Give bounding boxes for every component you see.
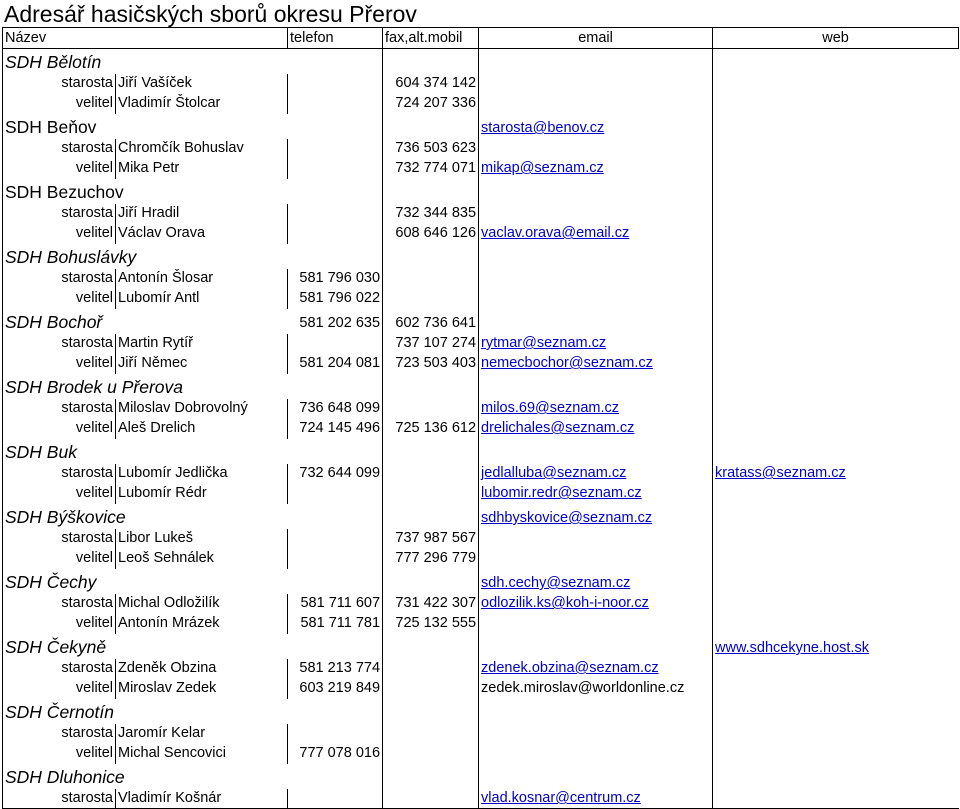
- member-phone: 581 204 081: [288, 354, 383, 374]
- member-email-link[interactable]: vlad.kosnar@centrum.cz: [481, 790, 641, 806]
- member-role: starosta: [55, 464, 116, 484]
- member-row: [3, 614, 959, 634]
- member-web: [713, 419, 959, 439]
- fire-brigade-directory-table: [2, 27, 959, 809]
- organization-phone: [288, 764, 383, 789]
- member-phone: 736 648 099: [288, 399, 383, 419]
- member-person: Jiří Němec: [116, 354, 288, 374]
- member-role: velitel: [55, 159, 116, 179]
- member-email: [479, 204, 713, 224]
- member-row: [3, 484, 959, 504]
- member-email: [479, 74, 713, 94]
- organization-phone: [288, 374, 383, 399]
- organization-row: [3, 374, 959, 399]
- member-row: [3, 594, 959, 614]
- member-person: Antonín Mrázek: [116, 614, 288, 634]
- organization-fax: [383, 764, 479, 789]
- organization-email: [479, 309, 713, 334]
- organization-fax: [383, 49, 479, 74]
- member-fax: [383, 399, 479, 419]
- organization-fax: [383, 634, 479, 659]
- member-phone: [288, 224, 383, 244]
- member-role: velitel: [55, 289, 116, 309]
- organization-row: [3, 439, 959, 464]
- member-role: velitel: [55, 614, 116, 634]
- organization-web: [713, 309, 959, 334]
- member-person: Martin Rytíř: [116, 334, 288, 354]
- member-email-link[interactable]: milos.69@seznam.cz: [481, 400, 620, 416]
- member-row: [3, 159, 959, 179]
- member-fax: 736 503 623: [383, 139, 479, 159]
- member-indent: [3, 659, 55, 679]
- member-phone: 581 796 030: [288, 269, 383, 289]
- member-fax: 777 296 779: [383, 549, 479, 569]
- member-role: starosta: [55, 139, 116, 159]
- member-web: [713, 139, 959, 159]
- member-fax: 724 207 336: [383, 94, 479, 114]
- organization-email-link[interactable]: starosta@benov.cz: [481, 120, 605, 136]
- organization-phone: [288, 114, 383, 139]
- member-role: starosta: [55, 74, 116, 94]
- member-email-link[interactable]: drelichales@seznam.cz: [481, 420, 635, 436]
- member-phone: [288, 789, 383, 809]
- member-phone: 777 078 016: [288, 744, 383, 764]
- organization-web: [713, 179, 959, 204]
- member-email-link[interactable]: rytmar@seznam.cz: [481, 335, 607, 351]
- member-person: Jaromír Kelar: [116, 724, 288, 744]
- organization-phone: [288, 634, 383, 659]
- member-indent: [3, 204, 55, 224]
- member-role: starosta: [55, 594, 116, 614]
- member-phone: 732 644 099: [288, 464, 383, 484]
- member-phone: 581 711 781: [288, 614, 383, 634]
- member-person: Lubomír Antl: [116, 289, 288, 309]
- member-row: [3, 789, 959, 809]
- organization-phone: [288, 569, 383, 594]
- member-email: [479, 529, 713, 549]
- member-indent: [3, 529, 55, 549]
- member-indent: [3, 159, 55, 179]
- organization-web: [713, 49, 959, 74]
- member-row: [3, 659, 959, 679]
- member-email: [479, 614, 713, 634]
- member-indent: [3, 789, 55, 809]
- organization-email-link[interactable]: sdh.cechy@seznam.cz: [481, 575, 631, 591]
- member-person: Jiří Hradil: [116, 204, 288, 224]
- organization-fax: [383, 114, 479, 139]
- member-phone: [288, 74, 383, 94]
- header-web: web: [713, 28, 959, 49]
- member-web: [713, 594, 959, 614]
- member-role: velitel: [55, 224, 116, 244]
- organization-fax: 602 736 641: [383, 309, 479, 334]
- member-row: [3, 744, 959, 764]
- organization-web: [713, 244, 959, 269]
- organization-row: [3, 179, 959, 204]
- member-fax: 732 774 071: [383, 159, 479, 179]
- member-web: [713, 789, 959, 809]
- member-indent: [3, 419, 55, 439]
- member-person: Lubomír Rédr: [116, 484, 288, 504]
- member-person: Miloslav Dobrovolný: [116, 399, 288, 419]
- member-web: [713, 549, 959, 569]
- member-fax: 737 107 274: [383, 334, 479, 354]
- member-email: [479, 789, 713, 809]
- member-phone: [288, 484, 383, 504]
- member-fax: 732 344 835: [383, 204, 479, 224]
- organization-row: [3, 634, 959, 659]
- member-indent: [3, 289, 55, 309]
- member-web: [713, 204, 959, 224]
- member-phone: [288, 334, 383, 354]
- member-phone: [288, 529, 383, 549]
- member-phone: [288, 94, 383, 114]
- organization-name: SDH Buk: [3, 439, 288, 464]
- member-indent: [3, 139, 55, 159]
- member-email: [479, 464, 713, 484]
- organization-row: [3, 309, 959, 334]
- member-email: [479, 659, 713, 679]
- member-web: [713, 159, 959, 179]
- member-row: [3, 204, 959, 224]
- member-phone: [288, 204, 383, 224]
- organization-web: [713, 114, 959, 139]
- member-web: [713, 74, 959, 94]
- organization-name: SDH Černotín: [3, 699, 288, 724]
- member-email-link[interactable]: vaclav.orava@email.cz: [481, 225, 630, 241]
- organization-email: [479, 179, 713, 204]
- member-person: Vladimír Štolcar: [116, 94, 288, 114]
- organization-row: [3, 764, 959, 789]
- member-person: Mika Petr: [116, 159, 288, 179]
- member-person: Miroslav Zedek: [116, 679, 288, 699]
- member-person: Václav Orava: [116, 224, 288, 244]
- organization-row: [3, 244, 959, 269]
- member-phone: 581 796 022: [288, 289, 383, 309]
- organization-email: [479, 49, 713, 74]
- organization-web: [713, 504, 959, 529]
- member-row: [3, 549, 959, 569]
- organization-fax: [383, 374, 479, 399]
- member-role: velitel: [55, 419, 116, 439]
- organization-web-link[interactable]: www.sdhcekyne.host.sk: [715, 640, 869, 656]
- member-web: [713, 484, 959, 504]
- member-email-link[interactable]: odlozilik.ks@koh-i-noor.cz: [481, 595, 649, 611]
- member-indent: [3, 724, 55, 744]
- member-role: starosta: [55, 204, 116, 224]
- organization-web: [713, 699, 959, 724]
- member-phone: 603 219 849: [288, 679, 383, 699]
- member-person: Leoš Sehnálek: [116, 549, 288, 569]
- member-web: [713, 659, 959, 679]
- member-role: starosta: [55, 789, 116, 809]
- member-row: [3, 419, 959, 439]
- member-web-link[interactable]: kratass@seznam.cz: [715, 465, 846, 481]
- member-person: Michal Sencovici: [116, 744, 288, 764]
- member-email-link[interactable]: jedlalluba@seznam.cz: [481, 465, 627, 481]
- member-web: [713, 289, 959, 309]
- organization-fax: [383, 179, 479, 204]
- member-role: velitel: [55, 549, 116, 569]
- member-web: [713, 614, 959, 634]
- organization-web: [713, 634, 959, 659]
- member-row: [3, 334, 959, 354]
- member-web: [713, 224, 959, 244]
- organization-email: [479, 114, 713, 139]
- member-email: [479, 549, 713, 569]
- organization-email: [479, 764, 713, 789]
- member-fax: [383, 789, 479, 809]
- member-email: [479, 419, 713, 439]
- member-row: [3, 399, 959, 419]
- member-role: starosta: [55, 529, 116, 549]
- organization-fax: [383, 699, 479, 724]
- member-email: [479, 484, 713, 504]
- member-fax: [383, 659, 479, 679]
- member-person: Lubomír Jedlička: [116, 464, 288, 484]
- member-email: [479, 724, 713, 744]
- member-web: [713, 744, 959, 764]
- member-role: velitel: [55, 484, 116, 504]
- organization-fax: [383, 244, 479, 269]
- header-phone: telefon: [288, 28, 383, 49]
- organization-email: [479, 374, 713, 399]
- member-indent: [3, 269, 55, 289]
- organization-name: SDH Čechy: [3, 569, 288, 594]
- member-email-link[interactable]: lubomir.redr@seznam.cz: [481, 485, 642, 501]
- member-person: Libor Lukeš: [116, 529, 288, 549]
- member-email: [479, 94, 713, 114]
- organization-email-link[interactable]: sdhbyskovice@seznam.cz: [481, 510, 653, 526]
- member-web: [713, 269, 959, 289]
- member-row: [3, 224, 959, 244]
- organization-email: [479, 634, 713, 659]
- organization-email: [479, 504, 713, 529]
- member-fax: 723 503 403: [383, 354, 479, 374]
- member-phone: 581 711 607: [288, 594, 383, 614]
- organization-fax: [383, 504, 479, 529]
- member-web: [713, 334, 959, 354]
- member-role: starosta: [55, 724, 116, 744]
- organization-email: [479, 699, 713, 724]
- organization-phone: [288, 504, 383, 529]
- organization-phone: [288, 244, 383, 269]
- member-person: Vladimír Košnár: [116, 789, 288, 809]
- member-row: [3, 269, 959, 289]
- organization-name: SDH Bezuchov: [3, 179, 288, 204]
- organization-email: [479, 244, 713, 269]
- member-fax: 604 374 142: [383, 74, 479, 94]
- member-fax: 731 422 307: [383, 594, 479, 614]
- header-row: [3, 28, 959, 49]
- member-email-link[interactable]: nemecbochor@seznam.cz: [481, 355, 653, 371]
- organization-web: [713, 569, 959, 594]
- member-web: [713, 94, 959, 114]
- member-email: [479, 744, 713, 764]
- member-indent: [3, 744, 55, 764]
- organization-web: [713, 439, 959, 464]
- member-indent: [3, 94, 55, 114]
- member-row: [3, 139, 959, 159]
- organization-name: SDH Dluhonice: [3, 764, 288, 789]
- member-role: velitel: [55, 679, 116, 699]
- organization-email: [479, 569, 713, 594]
- member-role: starosta: [55, 334, 116, 354]
- organization-name: SDH Beňov: [3, 114, 288, 139]
- member-indent: [3, 334, 55, 354]
- member-indent: [3, 354, 55, 374]
- member-email: [479, 139, 713, 159]
- member-person: Michal Odložilík: [116, 594, 288, 614]
- organization-name: SDH Čekyně: [3, 634, 288, 659]
- member-email: [479, 594, 713, 614]
- member-phone: [288, 549, 383, 569]
- member-role: velitel: [55, 94, 116, 114]
- member-web: [713, 399, 959, 419]
- member-person: Aleš Drelich: [116, 419, 288, 439]
- member-role: velitel: [55, 354, 116, 374]
- organization-fax: [383, 569, 479, 594]
- header-email: email: [479, 28, 713, 49]
- member-fax: [383, 744, 479, 764]
- organization-name: SDH Bohuslávky: [3, 244, 288, 269]
- member-fax: 608 646 126: [383, 224, 479, 244]
- member-role: starosta: [55, 269, 116, 289]
- header-fax: fax,alt.mobil: [383, 28, 479, 49]
- organization-row: [3, 504, 959, 529]
- member-fax: [383, 679, 479, 699]
- member-email: [479, 159, 713, 179]
- member-row: [3, 529, 959, 549]
- member-web: [713, 724, 959, 744]
- member-fax: 737 987 567: [383, 529, 479, 549]
- member-fax: [383, 484, 479, 504]
- member-row: [3, 74, 959, 94]
- member-person: Jiří Vašíček: [116, 74, 288, 94]
- member-email-link[interactable]: zdenek.obzina@seznam.cz: [481, 660, 659, 676]
- member-email-link[interactable]: zedek.miroslav@worldonline.cz: [481, 680, 685, 696]
- page-title: Adresář hasičských sborů okresu Přerov: [4, 1, 417, 27]
- organization-web: [713, 764, 959, 789]
- member-email: [479, 269, 713, 289]
- member-phone: 724 145 496: [288, 419, 383, 439]
- organization-row: [3, 569, 959, 594]
- organization-row: [3, 114, 959, 139]
- member-indent: [3, 224, 55, 244]
- member-fax: [383, 724, 479, 744]
- member-fax: 725 136 612: [383, 419, 479, 439]
- member-email: [479, 224, 713, 244]
- member-indent: [3, 484, 55, 504]
- member-email-link[interactable]: mikap@seznam.cz: [481, 160, 604, 176]
- member-email: [479, 679, 713, 699]
- member-email: [479, 399, 713, 419]
- organization-email: [479, 439, 713, 464]
- member-phone: 581 213 774: [288, 659, 383, 679]
- member-fax: [383, 269, 479, 289]
- member-row: [3, 354, 959, 374]
- member-phone: [288, 724, 383, 744]
- member-role: starosta: [55, 399, 116, 419]
- member-fax: [383, 289, 479, 309]
- member-row: [3, 724, 959, 744]
- member-email: [479, 334, 713, 354]
- member-role: velitel: [55, 744, 116, 764]
- member-person: Chromčík Bohuslav: [116, 139, 288, 159]
- member-indent: [3, 614, 55, 634]
- member-row: [3, 94, 959, 114]
- member-indent: [3, 549, 55, 569]
- member-indent: [3, 594, 55, 614]
- member-person: Antonín Šlosar: [116, 269, 288, 289]
- organization-fax: [383, 439, 479, 464]
- member-row: [3, 289, 959, 309]
- member-fax: 725 132 555: [383, 614, 479, 634]
- member-phone: [288, 159, 383, 179]
- organization-web: [713, 374, 959, 399]
- organization-name: SDH Bělotín: [3, 49, 288, 74]
- organization-row: [3, 49, 959, 74]
- member-phone: [288, 139, 383, 159]
- member-indent: [3, 679, 55, 699]
- organization-phone: [288, 49, 383, 74]
- organization-phone: [288, 179, 383, 204]
- member-indent: [3, 399, 55, 419]
- member-email: [479, 289, 713, 309]
- member-row: [3, 464, 959, 484]
- member-person: Zdeněk Obzina: [116, 659, 288, 679]
- member-role: starosta: [55, 659, 116, 679]
- organization-name: SDH Býškovice: [3, 504, 288, 529]
- organization-phone: [288, 439, 383, 464]
- member-row: [3, 679, 959, 699]
- member-web: [713, 464, 959, 484]
- member-indent: [3, 74, 55, 94]
- member-web: [713, 679, 959, 699]
- organization-name: SDH Brodek u Přerova: [3, 374, 288, 399]
- member-indent: [3, 464, 55, 484]
- organization-name: SDH Bochoř: [3, 309, 288, 334]
- member-email: [479, 354, 713, 374]
- organization-phone: [288, 699, 383, 724]
- member-fax: [383, 464, 479, 484]
- organization-row: [3, 699, 959, 724]
- member-web: [713, 529, 959, 549]
- member-web: [713, 354, 959, 374]
- organization-phone: 581 202 635: [288, 309, 383, 334]
- header-name: Název: [3, 28, 288, 49]
